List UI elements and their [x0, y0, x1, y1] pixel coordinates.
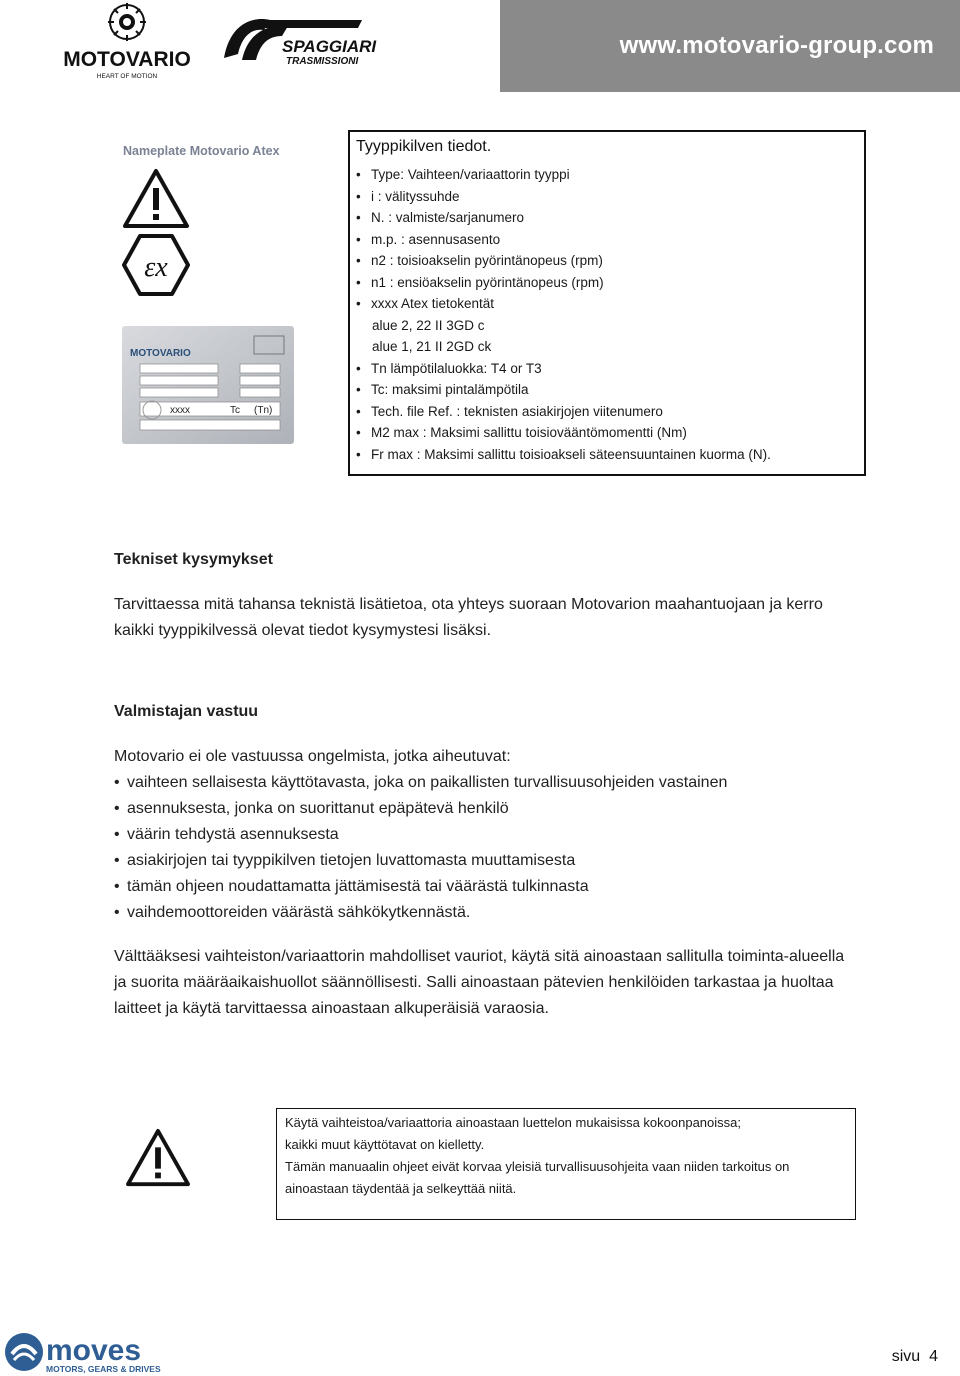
info-title: Tyyppikilven tiedot. [356, 138, 492, 155]
info-list-item [356, 293, 771, 315]
liability-item-text: vaihdemoottoreiden väärästä sähkökytkennästä. [127, 904, 471, 921]
liability-item-text: tämän ohjeen noudattamatta jättämisestä tai väärästä tulkinnasta [127, 878, 589, 895]
bullet: • [114, 774, 120, 791]
spaggiari-wordmark: SPAGGIARI [282, 37, 377, 56]
bullet: • [114, 904, 120, 921]
bullet: • [356, 446, 361, 462]
info-item-text: N. : valmiste/sarjanumero [371, 210, 525, 225]
note-line: Käytä vaihteistoa/variaattoria ainoastaan luettelon mukaisissa kokoonpanoissa; [285, 1115, 741, 1130]
liability-item [114, 848, 727, 874]
info-item-text: alue 1, 21 II 2GD ck [372, 339, 492, 354]
liability-intro: Motovario ei ole vastuussa ongelmista, jotka aiheutuvat: [114, 748, 511, 765]
page-number [892, 1348, 938, 1366]
note-line: kaikki muut käyttötavat on kielletty. [285, 1137, 485, 1152]
liability-item-text: vaihteen sellaisesta käyttötavasta, joka on paikallisten turvallisuusohjeiden vastainen [127, 774, 728, 791]
info-item-text: n1 : ensiöakselin pyörintänopeus (rpm) [371, 274, 604, 290]
plate-tn-label: (Tn) [254, 405, 273, 416]
info-item-text: i : välityssuhde [371, 188, 460, 204]
plate-tc-label: Tc [230, 405, 240, 416]
spaggiari-logo [222, 14, 392, 68]
bullet: • [114, 800, 120, 817]
bullet: • [114, 852, 120, 869]
info-list-item [356, 250, 771, 272]
info-list-item [356, 186, 771, 208]
info-list-item [356, 229, 771, 251]
bullet: • [356, 403, 361, 419]
liability-item [114, 874, 727, 900]
bullet: • [356, 253, 361, 268]
spaggiari-subtitle: TRASMISSIONI [286, 56, 359, 67]
info-list-item [356, 444, 771, 466]
info-item-text: Tc: maksimi pintalämpötila [371, 382, 529, 397]
warning-icon [122, 168, 190, 230]
info-list-item [356, 379, 771, 401]
liability-item-text: asiakirjojen tai tyyppikilven tietojen luvattomasta muuttamisesta [127, 852, 576, 869]
motovario-logo [48, 2, 206, 80]
motovario-tagline: HEART OF MOTION [96, 73, 158, 80]
heading-manufacturer-liability: Valmistajan vastuu [114, 703, 259, 720]
nameplate-image [122, 326, 294, 444]
nameplate-caption: Nameplate Motovario Atex [123, 144, 280, 158]
atex-ex-icon [122, 234, 190, 296]
liability-closing [114, 944, 844, 1022]
liability-item [114, 796, 727, 822]
website-url[interactable]: www.motovario-group.com [619, 32, 934, 59]
bullet: • [356, 210, 361, 225]
svg-text:MOTOVARIO: MOTOVARIO [130, 348, 191, 359]
note-text [285, 1112, 789, 1200]
bullet: • [356, 274, 361, 290]
bullet: • [356, 296, 361, 311]
info-list-item [356, 207, 771, 229]
note-line: ainoastaan täydentää ja selkeyttää niitä. [285, 1181, 517, 1196]
moves-wordmark: moves [46, 1334, 142, 1367]
bullet: • [356, 360, 361, 376]
bullet: • [356, 188, 361, 204]
liability-item-text: väärin tehdystä asennuksesta [127, 826, 339, 843]
info-item-text: M2 max : Maksimi sallittu toisiovääntömomentti (Nm) [371, 425, 687, 440]
bullet: • [356, 231, 361, 247]
moves-logo [2, 1330, 182, 1376]
motovario-wordmark: MOTOVARIO [63, 48, 191, 71]
bullet: • [114, 826, 120, 843]
liability-item-text: asennuksesta, jonka on suorittanut epäpätevä henkilö [127, 800, 509, 817]
plate-type-value: xxxx [170, 405, 190, 416]
gear-icon [108, 3, 146, 41]
info-item-text: alue 2, 22 II 3GD c [372, 317, 485, 333]
moves-tagline: MOTORS, GEARS & DRIVES [46, 1364, 161, 1374]
liability-item [114, 822, 727, 848]
text-line: Tarvittaessa mitä tahansa teknistä lisätietoa, ota yhteys suoraan Motovarion maahantuojaan ja kerro [114, 596, 823, 613]
info-list-item [356, 164, 771, 186]
liability-item [114, 770, 727, 796]
liability-item [114, 900, 727, 926]
info-item-text: xxxx Atex tietokentät [371, 296, 495, 311]
info-list-item [356, 336, 771, 358]
text-line: kaikki tyyppikilvessä olevat tiedot kysymystesi lisäksi. [114, 622, 492, 639]
info-item-text: Tn lämpötilaluokka: T4 or T3 [371, 360, 542, 376]
info-item-text: Fr max : Maksimi sallittu toisioakseli säteensuuntainen kuorma (N). [371, 446, 771, 462]
bullet: • [114, 878, 120, 895]
bullet: • [356, 167, 361, 182]
info-list [356, 164, 771, 465]
info-list-item [356, 272, 771, 294]
info-list-item [356, 401, 771, 423]
text-line: laitteet ja käytä tarvittaessa ainoastaan alkuperäisiä varaosia. [114, 1000, 549, 1017]
info-item-text: Tech. file Ref. : teknisten asiakirjojen viitenumero [371, 403, 663, 419]
bullet: • [356, 382, 361, 397]
info-list-item [356, 315, 771, 337]
note-line: Tämän manuaalin ohjeet eivät korvaa yleisiä turvallisuusohjeita vaan niiden tarkoitus on [285, 1159, 790, 1174]
page-value: 4 [929, 1348, 938, 1365]
info-item-text: Type: Vaihteen/variaattorin tyyppi [371, 167, 570, 182]
text-line: ja suorita määräaikaishuollot säännöllisesti. Salli ainoastaan pätevien henkilöiden tarkastaa ja huoltaa [114, 974, 834, 991]
technical-questions-text [114, 592, 823, 644]
info-item-text: n2 : toisioakselin pyörintänopeus (rpm) [371, 253, 603, 268]
text-line: Välttääksesi vaihteiston/variaattorin mahdolliset vauriot, käytä sitä ainoastaan sallitulla toiminta-alueella [114, 948, 845, 965]
info-list-item [356, 358, 771, 380]
info-list-item [356, 422, 771, 444]
liability-list [114, 770, 727, 926]
bullet: • [356, 425, 361, 440]
heading-technical-questions: Tekniset kysymykset [114, 551, 273, 568]
warning-icon [124, 1128, 192, 1188]
svg-text:εx: εx [144, 252, 168, 283]
info-item-text: m.p. : asennusasento [371, 231, 501, 247]
page-label: sivu [891, 1348, 921, 1365]
